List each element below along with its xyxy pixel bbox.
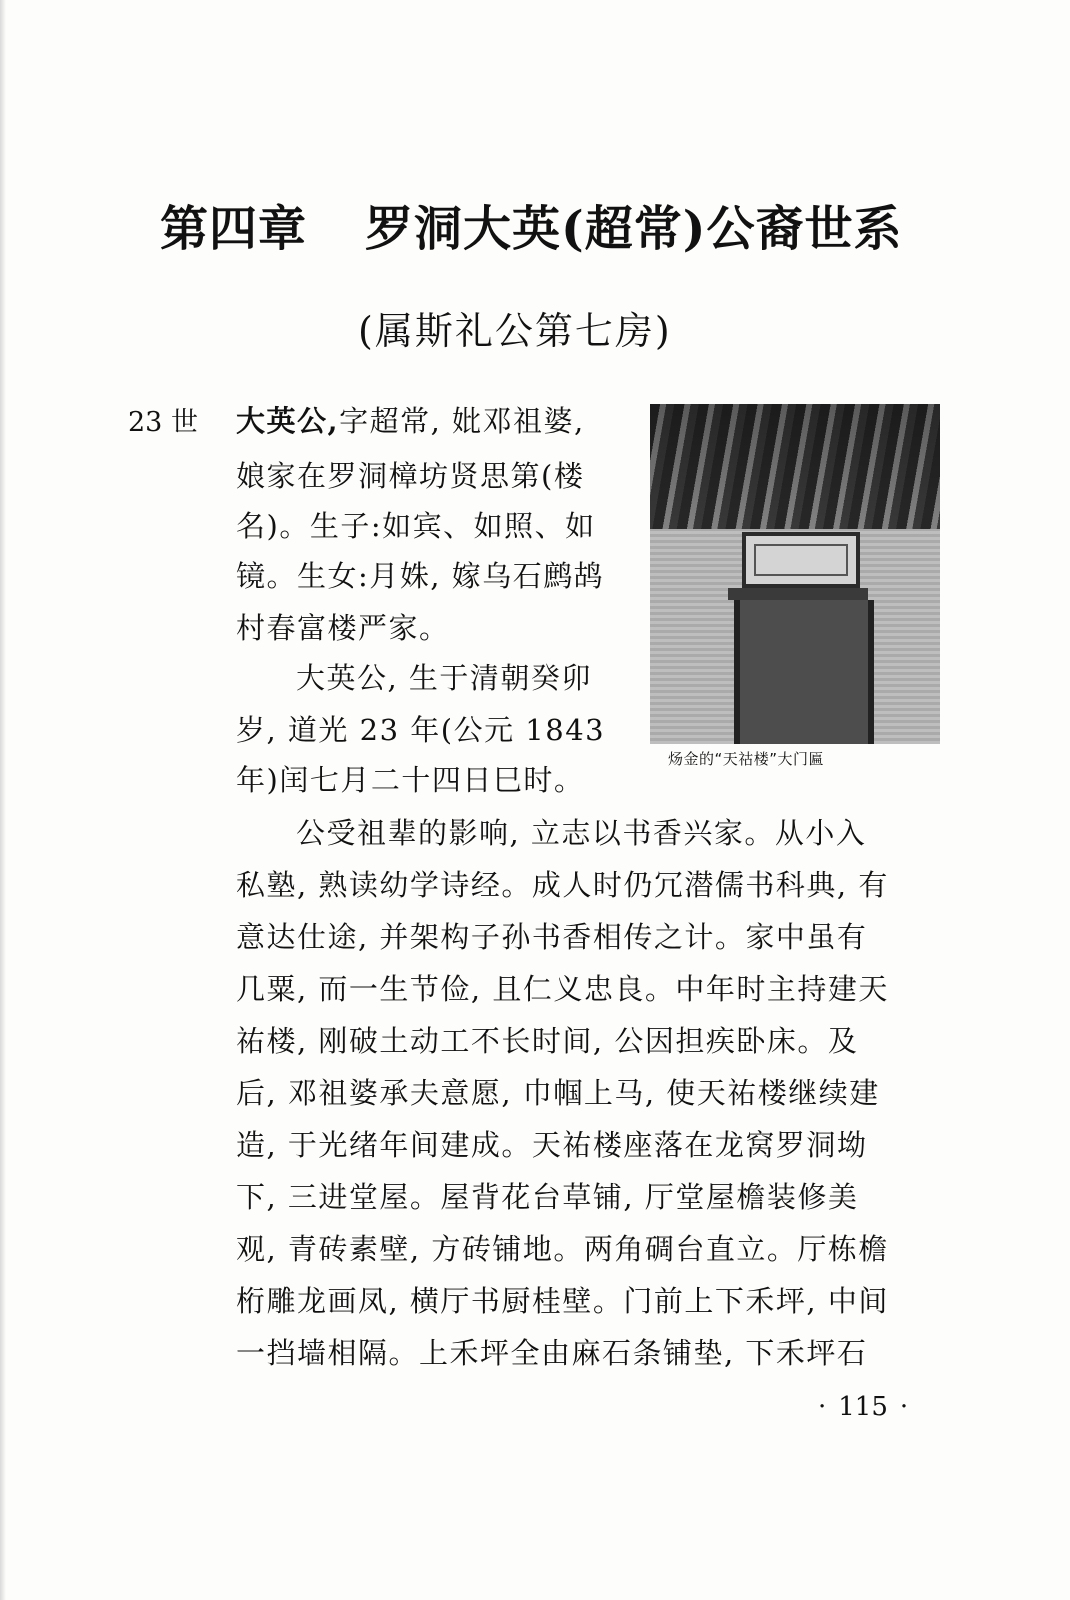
chapter-number: 第四章 — [160, 201, 308, 257]
text-line: 年)闰七月二十四日巳时。 — [236, 763, 585, 797]
text-line: 大英公,字超常, 妣邓祖婆, — [236, 404, 585, 438]
text-line: 造, 于光绪年间建成。天祐楼座落在龙窝罗洞坳 — [236, 1128, 868, 1162]
ancestor-name: 大英公, — [236, 404, 340, 438]
chapter-subtitle: (属斯礼公第七房) — [358, 309, 672, 353]
doorway — [734, 600, 874, 744]
page-number: · 115 · — [818, 1392, 909, 1422]
text-line: 娘家在罗洞樟坊贤思第(楼 — [236, 459, 585, 493]
text-line: 大英公, 生于清朝癸卯 — [296, 661, 592, 695]
photo-caption: 炀金的“天祜楼”大门匾 — [668, 750, 825, 768]
text-line: 下, 三进堂屋。屋背花台草铺, 厅堂屋檐装修美 — [236, 1180, 859, 1214]
chapter-title: 罗洞大英(超常)公裔世系 — [365, 201, 903, 257]
page-edge — [0, 0, 6, 1600]
text-line: 镜。生女:月姝, 嫁乌石鹧鸪 — [236, 559, 605, 593]
text-line: 村春富楼严家。 — [236, 611, 450, 645]
text-line: 意达仕途, 并架构子孙书香相传之计。家中虽有 — [236, 920, 868, 954]
door-plaque — [742, 532, 860, 588]
door-lintel — [728, 588, 868, 600]
text-line: 私塾, 熟读幼学诗经。成人时仍冗潜儒书科典, 有 — [236, 868, 889, 902]
text-line: 一挡墙相隔。上禾坪全由麻石条铺垫, 下禾坪石 — [236, 1336, 868, 1370]
generation-label: 23 世 — [128, 407, 198, 438]
text-line: 祐楼, 刚破土动工不长时间, 公因担疾卧床。及 — [236, 1024, 859, 1058]
text-line: 公受祖辈的影响, 立志以书香兴家。从小入 — [296, 816, 867, 850]
text-line: 名)。生子:如宾、如照、如 — [236, 509, 596, 543]
building-photo — [650, 404, 940, 744]
text-line: 观, 青砖素壁, 方砖铺地。两角碉台直立。厅栋檐 — [236, 1232, 889, 1266]
text-line: 几粟, 而一生节俭, 且仁义忠良。中年时主持建天 — [236, 972, 889, 1006]
text-line: 桁雕龙画凤, 横厅书厨桂壁。门前上下禾坪, 中间 — [236, 1284, 889, 1318]
chapter-heading — [160, 190, 920, 259]
text-line: 岁, 道光 23 年(公元 1843 — [236, 713, 606, 747]
text-line: 后, 邓祖婆承夫意愿, 巾帼上马, 使天祐楼继续建 — [236, 1076, 880, 1110]
